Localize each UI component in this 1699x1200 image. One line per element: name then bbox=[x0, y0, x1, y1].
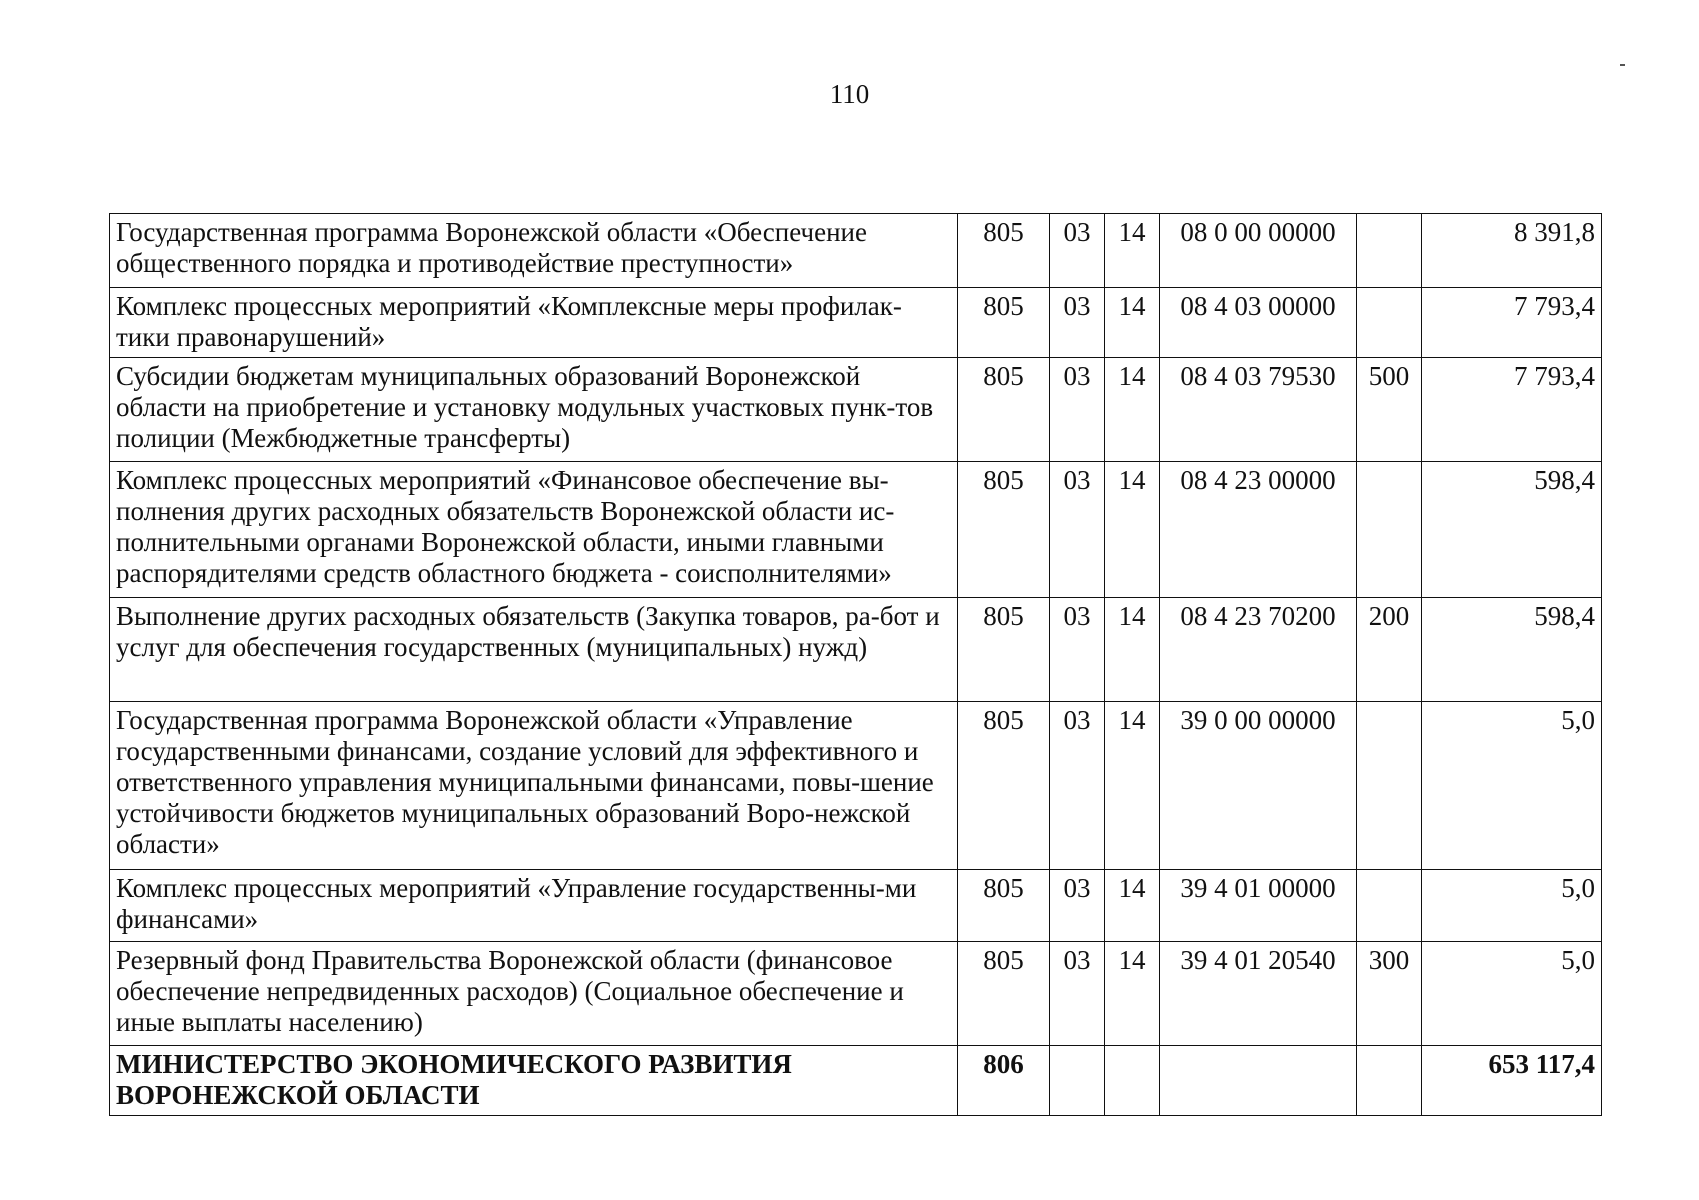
row-rz: 03 bbox=[1050, 942, 1105, 1046]
row-pr: 14 bbox=[1105, 288, 1160, 358]
row-vr bbox=[1357, 214, 1422, 288]
table-row bbox=[110, 214, 1602, 288]
row-sum: 598,4 bbox=[1422, 462, 1602, 598]
table-row bbox=[110, 942, 1602, 1046]
row-sum: 5,0 bbox=[1422, 942, 1602, 1046]
table-row bbox=[110, 870, 1602, 942]
row-grbs: 805 bbox=[958, 288, 1050, 358]
row-sum: 653 117,4 bbox=[1422, 1046, 1602, 1116]
row-rz: 03 bbox=[1050, 214, 1105, 288]
table-row bbox=[110, 358, 1602, 462]
row-pr: 14 bbox=[1105, 870, 1160, 942]
row-rz: 03 bbox=[1050, 702, 1105, 870]
row-pr: 14 bbox=[1105, 358, 1160, 462]
row-name: Комплекс процессных мероприятий «Комплексные меры профилак-тики правонарушений» bbox=[110, 288, 958, 358]
table-row bbox=[110, 598, 1602, 702]
row-sum: 7 793,4 bbox=[1422, 288, 1602, 358]
row-vr bbox=[1357, 288, 1422, 358]
ministry-name: МИНИСТЕРСТВО ЭКОНОМИЧЕСКОГО РАЗВИТИЯ ВОРОНЕЖСКОЙ ОБЛАСТИ bbox=[110, 1046, 958, 1116]
row-grbs: 805 bbox=[958, 942, 1050, 1046]
row-name: Комплекс процессных мероприятий «Финансовое обеспечение вы-полнения других расходных обязательств Воронежской области ис-полнительными органами Воронежской области, иными главными распорядителями средств областного бюджета - соисполнителями» bbox=[110, 462, 958, 598]
row-sum: 598,4 bbox=[1422, 598, 1602, 702]
row-rz bbox=[1050, 1046, 1105, 1116]
row-csr bbox=[1160, 1046, 1357, 1116]
row-rz: 03 bbox=[1050, 358, 1105, 462]
row-sum: 5,0 bbox=[1422, 702, 1602, 870]
row-sum: 8 391,8 bbox=[1422, 214, 1602, 288]
row-grbs: 805 bbox=[958, 358, 1050, 462]
budget-table bbox=[109, 213, 1602, 1116]
row-pr: 14 bbox=[1105, 942, 1160, 1046]
row-vr bbox=[1357, 1046, 1422, 1116]
row-vr bbox=[1357, 702, 1422, 870]
row-csr: 08 4 23 00000 bbox=[1160, 462, 1357, 598]
row-vr bbox=[1357, 870, 1422, 942]
row-name: Государственная программа Воронежской области «Обеспечение общественного порядка и противодействие преступности» bbox=[110, 214, 958, 288]
row-pr bbox=[1105, 1046, 1160, 1116]
row-pr: 14 bbox=[1105, 214, 1160, 288]
scan-mark bbox=[1620, 64, 1625, 66]
row-name: Комплекс процессных мероприятий «Управление государственны-ми финансами» bbox=[110, 870, 958, 942]
row-vr: 300 bbox=[1357, 942, 1422, 1046]
row-csr: 39 0 00 00000 bbox=[1160, 702, 1357, 870]
table-row bbox=[110, 288, 1602, 358]
row-grbs: 805 bbox=[958, 598, 1050, 702]
row-vr bbox=[1357, 462, 1422, 598]
row-grbs: 805 bbox=[958, 214, 1050, 288]
row-pr: 14 bbox=[1105, 598, 1160, 702]
row-pr: 14 bbox=[1105, 462, 1160, 598]
row-csr: 08 4 03 00000 bbox=[1160, 288, 1357, 358]
row-rz: 03 bbox=[1050, 598, 1105, 702]
row-vr: 500 bbox=[1357, 358, 1422, 462]
row-grbs: 805 bbox=[958, 870, 1050, 942]
table-row bbox=[110, 462, 1602, 598]
row-pr: 14 bbox=[1105, 702, 1160, 870]
row-grbs: 805 bbox=[958, 462, 1050, 598]
row-rz: 03 bbox=[1050, 462, 1105, 598]
row-name: Государственная программа Воронежской области «Управление государственными финансами, создание условий для эффективного и ответственного управления муниципальными финансами, повы-шение устойчивости бюджетов муниципальных образований Воро-нежской области» bbox=[110, 702, 958, 870]
row-sum: 5,0 bbox=[1422, 870, 1602, 942]
row-sum: 7 793,4 bbox=[1422, 358, 1602, 462]
row-name: Резервный фонд Правительства Воронежской области (финансовое обеспечение непредвиденных расходов) (Социальное обеспечение и иные выплаты населению) bbox=[110, 942, 958, 1046]
row-csr: 08 4 23 70200 bbox=[1160, 598, 1357, 702]
row-name: Субсидии бюджетам муниципальных образований Воронежской области на приобретение и установку модульных участковых пунк-тов полиции (Межбюджетные трансферты) bbox=[110, 358, 958, 462]
row-grbs: 806 bbox=[958, 1046, 1050, 1116]
page-number: 110 bbox=[829, 79, 870, 109]
row-rz: 03 bbox=[1050, 288, 1105, 358]
row-csr: 39 4 01 00000 bbox=[1160, 870, 1357, 942]
row-csr: 08 0 00 00000 bbox=[1160, 214, 1357, 288]
table-row bbox=[110, 702, 1602, 870]
row-grbs: 805 bbox=[958, 702, 1050, 870]
row-rz: 03 bbox=[1050, 870, 1105, 942]
row-csr: 39 4 01 20540 bbox=[1160, 942, 1357, 1046]
row-vr: 200 bbox=[1357, 598, 1422, 702]
row-name: Выполнение других расходных обязательств (Закупка товаров, ра-бот и услуг для обеспечения государственных (муниципальных) нужд) bbox=[110, 598, 958, 702]
row-csr: 08 4 03 79530 bbox=[1160, 358, 1357, 462]
table-row-total bbox=[110, 1046, 1602, 1116]
